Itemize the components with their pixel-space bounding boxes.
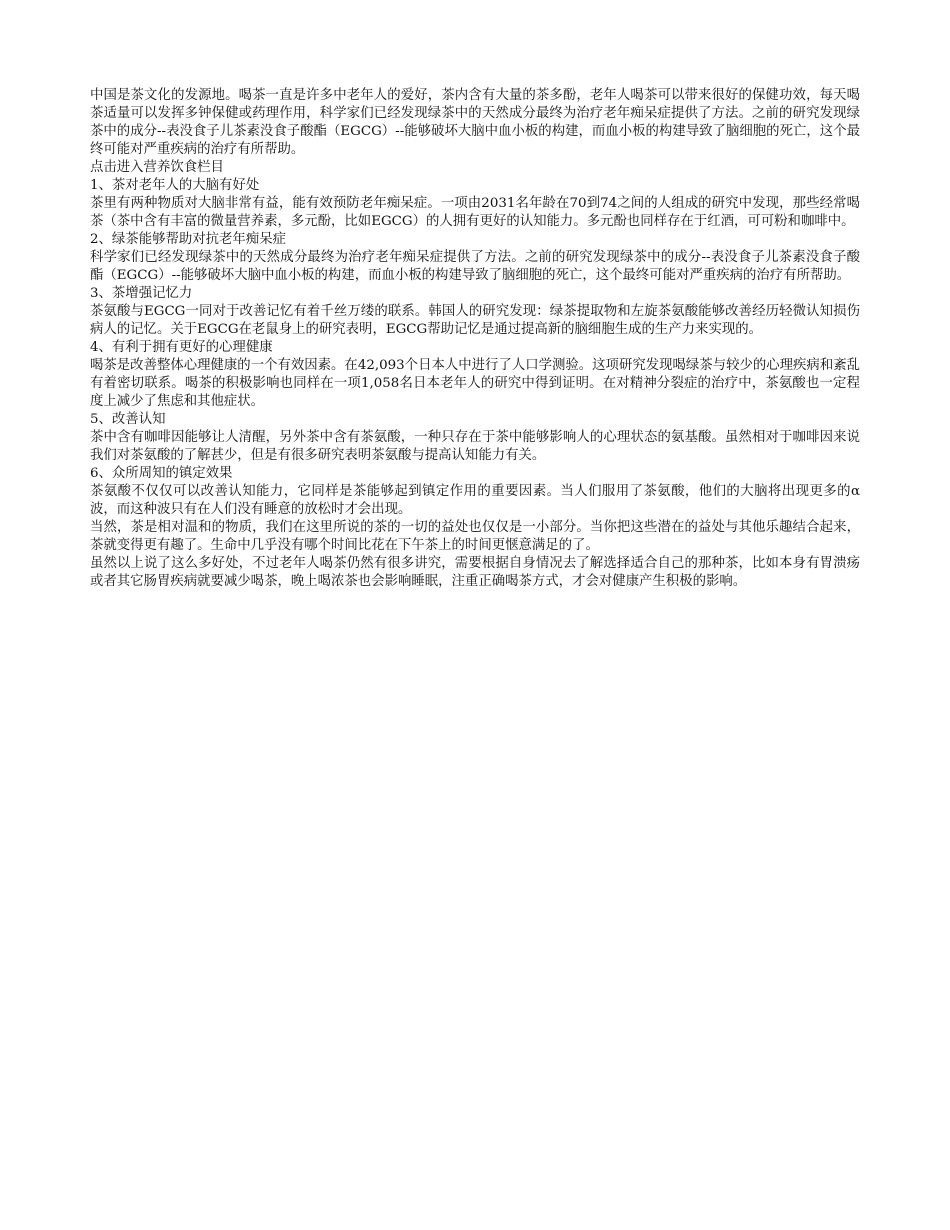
section-5-heading: 5、改善认知 xyxy=(90,412,166,427)
section-4-heading: 4、有利于拥有更好的心理健康 xyxy=(90,340,273,355)
intro-paragraph: 中国是茶文化的发源地。喝茶一直是许多中老年人的爱好，茶内含有大量的茶多酚，老年人喝茶可以带来很好的保健功效，每天喝茶适量可以发挥多钟保健或药理作用，科学家们已经发现绿茶中的天然成分最终为治疗老年痴呆症提供了方法。之前的研究发现绿茶中的成分--表没食子儿茶素没食子酸酯（EGCG）--能够破坏大脑中血小板的构建，而血小板的构建导致了脑细胞的死亡，这个最终可能对严重疾病的治疗有所帮助。 xyxy=(90,88,860,157)
section-6-heading: 6、众所周知的镇定效果 xyxy=(90,466,233,481)
section-2-heading: 2、绿茶能够帮助对抗老年痴呆症 xyxy=(90,232,286,247)
section-1-heading: 1、茶对老年人的大脑有好处 xyxy=(90,178,260,193)
section-3-body: 茶氨酸与EGCG一同对于改善记忆有着千丝万缕的联系。韩国人的研究发现：绿茶提取物和左旋茶氨酸能够改善经历轻微认知损伤病人的记忆。关于EGCG在老鼠身上的研究表明，EGCG帮助记忆是通过提高新的脑细胞生成的生产力来实现的。 xyxy=(90,304,860,337)
closing-paragraph-1: 当然，茶是相对温和的物质，我们在这里所说的茶的一切的益处也仅仅是一小部分。当你把这些潜在的益处与其他乐趣结合起来，茶就变得更有趣了。生命中几乎没有哪个时间比花在下午茶上的时间更惬意满足的了。 xyxy=(90,520,860,553)
section-2-body: 科学家们已经发现绿茶中的天然成分最终为治疗老年痴呆症提供了方法。之前的研究发现绿茶中的成分--表没食子儿茶素没食子酸酯（EGCG）--能够破坏大脑中血小板的构建，而血小板的构建导致了脑细胞的死亡，这个最终可能对严重疾病的治疗有所帮助。 xyxy=(90,250,860,283)
section-4-body: 喝茶是改善整体心理健康的一个有效因素。在42,093个日本人中进行了人口学测验。这项研究发现喝绿茶与较少的心理疾病和紊乱有着密切联系。喝茶的积极影响也同样在一项1,058名日本老年人的研究中得到证明。在对精神分裂症的治疗中，茶氨酸也一定程度上减少了焦虑和其他症状。 xyxy=(90,358,860,409)
section-5-body: 茶中含有咖啡因能够让人清醒，另外茶中含有茶氨酸，一种只存在于茶中能够影响人的心理状态的氨基酸。虽然相对于咖啡因来说我们对茶氨酸的了解甚少，但是有很多研究表明茶氨酸与提高认知能力有关。 xyxy=(90,430,860,463)
section-3-heading: 3、茶增强记忆力 xyxy=(90,286,193,301)
closing-paragraph-2: 虽然以上说了这么多好处，不过老年人喝茶仍然有很多讲究，需要根据自身情况去了解选择适合自己的那种茶，比如本身有胃溃疡或者其它肠胃疾病就要减少喝茶，晚上喝浓茶也会影响睡眠，注重正确喝茶方式，才会对健康产生积极的影响。 xyxy=(90,556,860,589)
section-6-body: 茶氨酸不仅仅可以改善认知能力，它同样是茶能够起到镇定作用的重要因素。当人们服用了茶氨酸，他们的大脑将出现更多的α波，而这种波只有在人们没有睡意的放松时才会出现。 xyxy=(90,484,860,517)
section-1-body: 茶里有两种物质对大脑非常有益，能有效预防老年痴呆症。一项由2031名年龄在70到74之间的人组成的研究中发现，那些经常喝茶（茶中含有丰富的微量营养素，多元酚，比如EGCG）的人拥有更好的认知能力。多元酚也同样存在于红酒，可可粉和咖啡中。 xyxy=(90,196,860,229)
nutrition-diet-column-link[interactable]: 点击进入营养饮食栏目 xyxy=(90,160,224,175)
